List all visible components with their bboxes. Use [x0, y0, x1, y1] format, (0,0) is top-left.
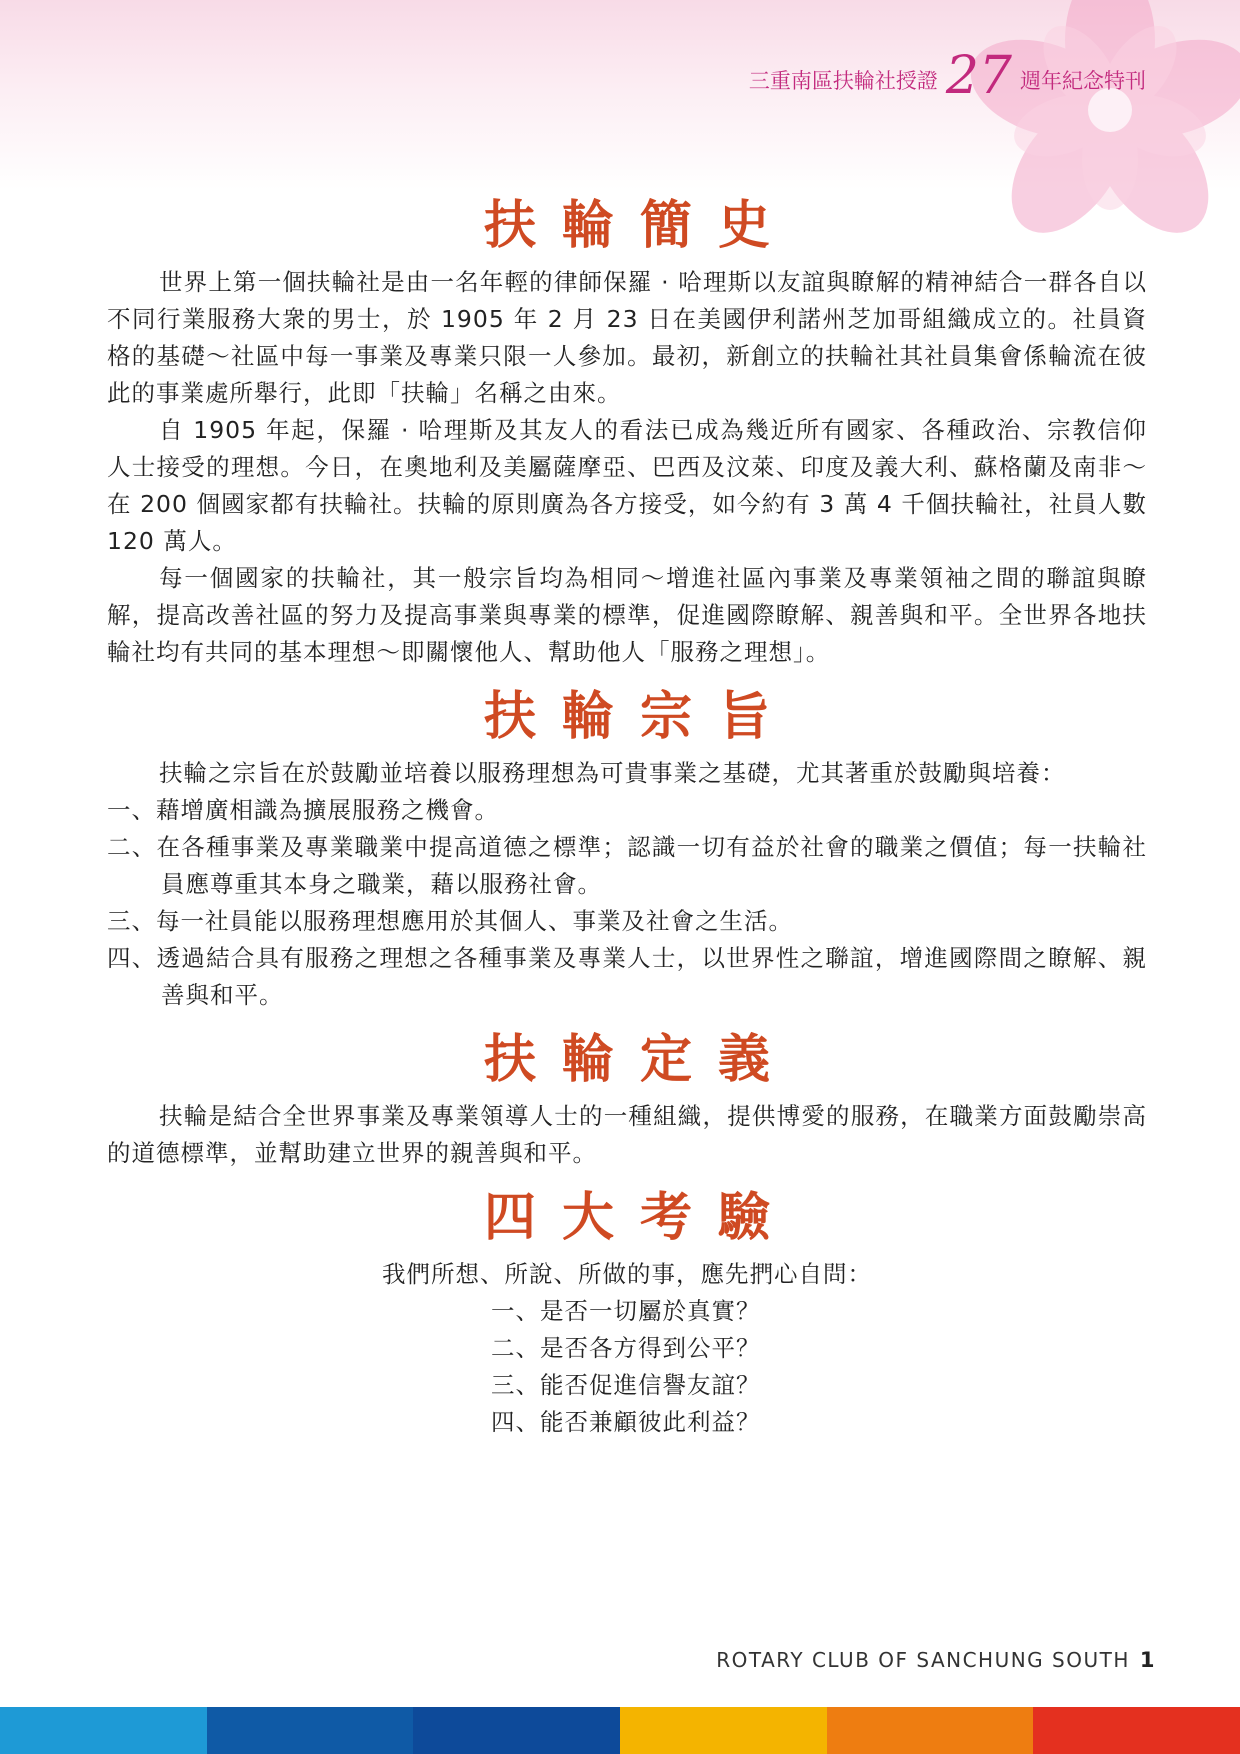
- history-paragraph-1: 世界上第一個扶輪社是由一名年輕的律師保羅 · 哈理斯以友誼與瞭解的精神結合一群各自以不同行業服務大衆的男士，於 1905 年 2 月 23 日在美國伊利諾州芝加哥組織成立的。社員資格的基礎～社區中每一事業及專業只限一人參加。最初，新創立的扶輪社其社員集會係輪流在彼此的事業處所舉行，此即「扶輪」名稱之由來。: [107, 268, 1147, 407]
- four-way-test: [107, 1256, 1147, 1441]
- history-paragraph-2: 自 1905 年起，保羅 · 哈理斯及其友人的看法已成為幾近所有國家、各種政治、宗教信仰人士接受的理想。今日，在奧地利及美屬薩摩亞、巴西及汶萊、印度及義大利、蘇格蘭及南非～在 200 個國家都有扶輪社。扶輪的原則廣為各方接受，如今約有 3 萬 4 千個扶輪社，社員人數 120 萬人。: [107, 416, 1147, 555]
- object-intro: 扶輪之宗旨在於鼓勵並培養以服務理想為可貴事業之基礎，尤其著重於鼓勵與培養：: [159, 759, 1066, 787]
- page-number: 1: [1139, 1648, 1156, 1672]
- color-bar-segment: [0, 1707, 207, 1754]
- header-prefix: 三重南區扶輪社授證: [748, 69, 938, 93]
- color-bar-segment: [207, 1707, 414, 1754]
- object-item-2: 二、在各種事業及專業職業中提高道德之標準；認識一切有益於社會的職業之價值；每一扶輪社員應尊重其本身之職業，藉以服務社會。: [107, 833, 1147, 898]
- object-item-4: 四、透過結合具有服務之理想之各種事業及專業人士，以世界性之聯誼，增進國際間之瞭解、親善與和平。: [107, 944, 1147, 1009]
- color-bar-segment: [620, 1707, 827, 1754]
- four-way-test-list: [433, 1293, 821, 1441]
- history-paragraph-3: 每一個國家的扶輪社，其一般宗旨均為相同～增進社區內事業及專業領袖之間的聯誼與瞭解，提高改善社區的努力及提高事業與專業的標準，促進國際瞭解、親善與和平。全世界各地扶輪社均有共同的基本理想～即關懷他人、幫助他人「服務之理想」。: [107, 564, 1147, 666]
- definition-paragraph: 扶輪是結合全世界事業及專業領導人士的一種組織，提供博愛的服務，在職業方面鼓勵崇高的道德標準，並幫助建立世界的親善與和平。: [107, 1102, 1147, 1167]
- page-footer: [716, 1648, 1156, 1672]
- section-title-four-way-test: 四大考驗: [483, 1188, 796, 1248]
- section-title-history: 扶輪簡史: [483, 196, 796, 256]
- publication-header: [748, 46, 1146, 106]
- object-list: [107, 792, 1147, 1014]
- anniversary-number: 27: [945, 46, 1012, 106]
- color-bar-segment: [1033, 1707, 1240, 1754]
- object-item-1: 一、藉增廣相識為擴展服務之機會。: [107, 796, 499, 824]
- object-item-3: 三、每一社員能以服務理想應用於其個人、事業及社會之生活。: [107, 907, 793, 935]
- section-title-object: 扶輪宗旨: [483, 687, 796, 747]
- four-way-test-intro: 我們所想、所說、所做的事，應先捫心自問：: [382, 1260, 872, 1288]
- test-item-1: 一、是否一切屬於真實？: [491, 1297, 761, 1325]
- color-bar-segment: [827, 1707, 1034, 1754]
- footer-club-name: ROTARY CLUB OF SANCHUNG SOUTH: [716, 1648, 1130, 1672]
- test-item-2: 二、是否各方得到公平？: [491, 1334, 761, 1362]
- main-content: [107, 190, 1147, 1441]
- color-bar-segment: [413, 1707, 620, 1754]
- test-item-3: 三、能否促進信譽友誼？: [491, 1371, 761, 1399]
- section-title-definition: 扶輪定義: [483, 1030, 796, 1090]
- test-item-4: 四、能否兼顧彼此利益？: [491, 1408, 761, 1436]
- header-suffix: 週年紀念特刊: [1020, 69, 1146, 93]
- footer-color-bar: [0, 1707, 1240, 1754]
